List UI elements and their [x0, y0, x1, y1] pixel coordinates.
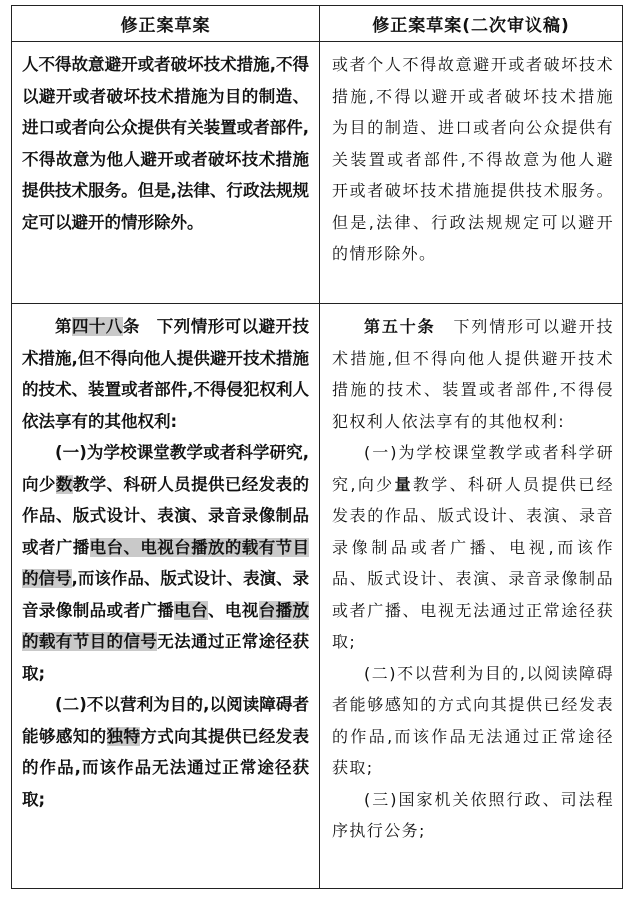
header-divider [12, 41, 622, 42]
highlight: 电台、电视台播放的载有节目的信号 [22, 537, 309, 588]
row1-left-text: 人不得故意避开或者破坏技术措施,不得以避开或者破坏技术措施为目的制造、进口或者向公众提供有关装置或者部件,不得故意为他人避开或者破坏技术措施提供技术服务。但是,法律、行政法规规定可以避开的情形除外。 [22, 55, 309, 232]
comparison-table [11, 5, 623, 889]
article-50-item-1: (一)为学校课堂教学或者科学研究,向少量教学、科研人员提供已经发表的作品、版式设计、表演、录音录像制品或者广播、电视,而该作品、版式设计、表演、录音录像制品或者广播、电视无法通过正常途径获取; [332, 443, 615, 651]
highlight: 数 [55, 474, 73, 494]
highlight: 电台 [174, 600, 208, 620]
article-48-intro: 第四十八条 下列情形可以避开技术措施,但不得向他人提供避开技术措施的技术、装置或者部件,不得侵犯权利人依法享有的其他权利: [22, 317, 310, 431]
row1-left-cell [12, 43, 319, 301]
row2-left-cell [12, 305, 319, 885]
highlight: 四十八 [71, 317, 123, 336]
row2-right-cell [320, 305, 622, 885]
row-divider [12, 303, 622, 304]
highlight: 台播放的载有节目的信号 [22, 600, 309, 651]
article-50-item-3: (三)国家机关依照行政、司法程序执行公务; [332, 789, 614, 840]
article-48-item-2: (二)不以营利为目的,以阅读障碍者能够感知的独特方式向其提供已经发表的作品,而该作品无法通过正常途径获取; [22, 695, 309, 809]
row1-right-cell [320, 43, 622, 301]
header-right: 修正案草案(二次审议稿) [372, 16, 570, 36]
article-50-intro: 第五十条 下列情形可以避开技术措施,但不得向他人提供避开技术措施的技术、装置或者部件,不得侵犯权利人依法享有的其他权利: [332, 317, 614, 431]
article-48-item-1: (一)为学校课堂教学或者科学研究,向少数教学、科研人员提供已经发表的作品、版式设计、表演、录音录像制品或者广播电台、电视台播放的载有节目的信号,而该作品、版式设计、表演、录音录像制品或者广播电台、电视台播放的载有节目的信号无法通过正常途径获取; [22, 443, 309, 683]
header-left: 修正案草案 [120, 16, 211, 36]
article-50-item-2: (二)不以营利为目的,以阅读障碍者能够感知的方式向其提供已经发表的作品,而该作品无法通过正常途径获取; [332, 663, 614, 777]
row1-right-text: 或者个人不得故意避开或者破坏技术措施,不得以避开或者破坏技术措施为目的制造、进口或者向公众提供有关装置或者部件,不得故意为他人避开或者破坏技术措施提供技术服务。但是,法律、行政法规规定可以避开的情形除外。 [332, 55, 614, 263]
highlight: 独特 [106, 726, 141, 746]
